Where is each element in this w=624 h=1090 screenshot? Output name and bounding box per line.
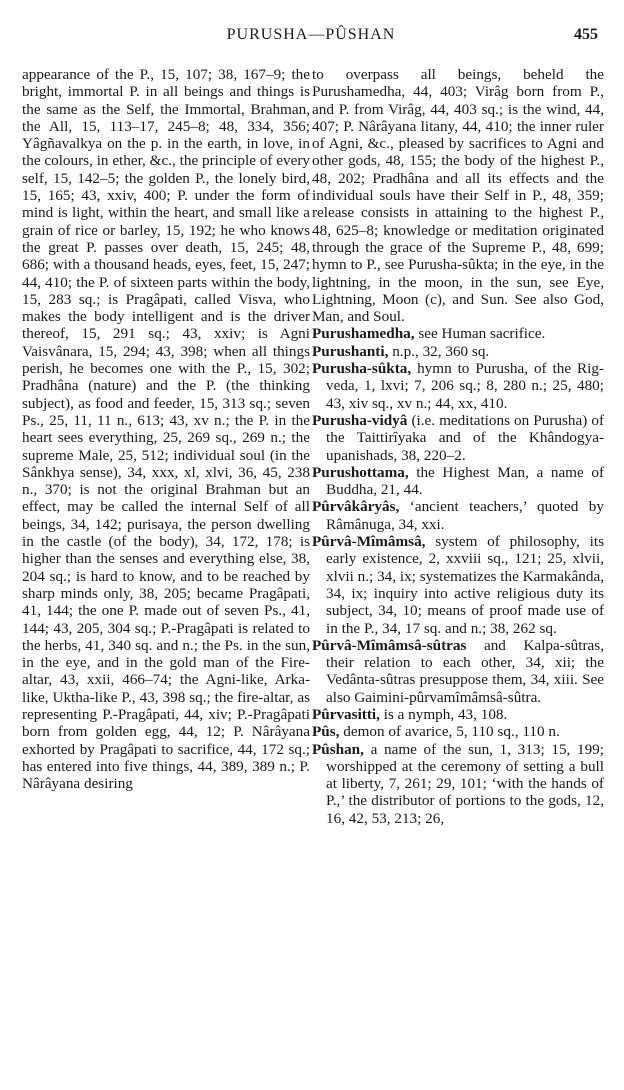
entry-headword: Purushottama, (312, 463, 409, 481)
page-number: 455 (574, 26, 598, 43)
index-entry (312, 464, 604, 499)
entry-headword: Pûrvâkâryâs, (312, 498, 400, 516)
entry-text: ‘ancient teachers,’ quoted by Râmânuga, 34, xxi. (326, 498, 604, 533)
entry-text: n.p., 32, 360 sq. (388, 342, 490, 360)
entry-continuation-text: to overpass all beings, beheld the Purushamedha, 44, 403; Virâg born from P., and P. from Virâg, 44, 403 sq.; is the wind, 44, 407; P. Nârâyana litany, 44, 410; the inner ruler of Agni, &c., pleased by sacrifices to Agni and other gods, 48, 155; the body of the highest P., 48, 202; Pradhâna and all its effects and the individual souls have their Self in P., 48, 359; release consists in attaining to the highest P., 48, 625–8; knowledge or meditation originated through the grace of the Supreme P., 48, 699; hymn to P., see Purusha-sûkta; in the eye, in the lightning, in the moon, in the sun, see Eye, Lightning, Moon (c), and Sun. See also God, Man, and Soul. (312, 66, 604, 326)
entry-headword: Pûs, (312, 723, 340, 741)
index-entry (312, 706, 604, 723)
entry-text: system of philosophy, its early existence, 2, xxviii sq., 121; 25, xlvii, xlvii n.; 34, ix; systematizes the Karmakânda, 34, ix; inquiry into active religious duty its subject, 34, 10; means of proof made use of in the P., 34, 17 sq. and n.; 38, 262 sq. (326, 533, 604, 637)
running-title: PURUSHA—PÛSHAN (226, 26, 396, 43)
entry-headword: Pûshan, (312, 740, 364, 758)
index-entry (312, 412, 604, 464)
left-column (22, 66, 310, 792)
entry-headword: Purusha-sûkta, (312, 360, 412, 378)
entry-text: and Kalpa-sûtras, their relation to each other, 34, xii; the Vedânta-sûtras presuppose them, 34, xiii. See also Gaimini-pûrvamîmâmsâ-sûtra. (326, 636, 604, 706)
entry-continuation-text: appearance of the P., 15, 107; 38, 167–9; the bright, immortal P. in all beings and things is the same as the Self, the Immortal, Brahman, the All, 15, 113–17, 245–8; 48, 334, 356; Yâgñavalkya on the p. in the earth, in love, in the colours, in ether, &c., the principle of every self, 15, 142–5; the golden P., the lonely bird, 15, 165; 43, xxiv, 400; P. under the form of mind is light, within the heart, and small like a grain of rice or barley, 15, 192; he who knows the great P. passes over death, 15, 245; 48, 686; with a thousand heads, eyes, feet, 15, 247; 44, 410; the P. of sixteen parts within the body, 15, 283 sq.; is Pragâpati, called Visva, who makes the body intelligent and is the driver thereof, 15, 291 sq.; 43, xxiv; is Agni Vaisvânara, 15, 294; 43, 398; when all things perish, he becomes one with the P., 15, 302; Pradhâna (nature) and the P. (the thinking subject), as food and feeder, 15, 313 sq.; seven Ps., 25, 11, 11 n., 613; 43, xv n.; the P. in the heart sees everything, 25, 269 sq., 269 n.; the supreme Male, 25, 512; individual soul (in the Sânkhya sense), 34, xxx, xl, xlvi, 36, 45, 238 n., 370; is not the original Brahman but an effect, may be called the internal Self of all beings, 34, 142; purisaya, the person dwelling in the castle (of the body), 34, 172, 178; is higher than the senses and everything else, 38, 204 sq.; is hard to know, and to be reached by sharp minds only, 38, 205; became Pragâpati, 41, 144; the one P. made out of seven Ps., 41, 144; 43, 205, 304 sq.; P.-Pragâpati is related to the herbs, 41, 340 sq. and n.; the Ps. in the sun, in the eye, and in the gold man of the Fire-altar, 43, xxii, 466–74; the Agni-like, Arka-like, Uktha-like P., 43, 398 sq.; the fire-altar, as representing P.-Pragâpati, 44, xiv; P.-Pragâpati born from golden egg, 44, 12; P. Nârâyana exhorted by Pragâpati to sacrifice, 44, 172 sq.; has entered into five things, 44, 389, 389 n.; P. Nârâyana desiring (22, 66, 310, 793)
index-entry (312, 533, 604, 637)
index-entry (312, 741, 604, 827)
entry-headword: Pûrvâ-Mîmâmsâ, (312, 533, 426, 551)
index-entry (312, 723, 604, 740)
entry-text: a name of the sun, 1, 313; 15, 199; worshipped at the ceremony of setting a bull at liberty, 7, 261; 29, 101; ‘with the hands of P.,’ the distributor of portions to the gods, 12, 16, 42, 53, 213; 26, (326, 740, 604, 827)
index-entry (312, 325, 604, 342)
entry-headword: Pûrvâ-Mîmâmsâ-sûtras (312, 636, 467, 654)
entry-text: is a nymph, 43, 108. (379, 705, 508, 723)
index-entry (312, 360, 604, 412)
index-entry (312, 343, 604, 360)
index-entry (312, 637, 604, 706)
right-column (312, 66, 604, 827)
entry-text: see Human sacrifice. (414, 325, 546, 343)
index-entry (312, 498, 604, 533)
entry-text: the Highest Man, a name of Buddha, 21, 44. (326, 463, 604, 499)
entry-text: hymn to Purusha, of the Rig-veda, 1, lxvi; 7, 206 sq.; 8, 280 n.; 25, 480; 43, xiv sq., xv n.; 44, xx, 410. (326, 360, 604, 412)
page-header (24, 26, 598, 52)
entry-text: (i.e. meditations on Purusha) of the Taittirîyaka and of the Khândogya-upanishads, 38, 220–2. (326, 411, 604, 464)
entry-headword: Purushamedha, (312, 325, 415, 343)
entry-headword: Pûrvasitti, (312, 705, 380, 723)
entry-headword: Purushanti, (312, 342, 389, 360)
entry-headword: Purusha-vidyâ (312, 411, 408, 429)
entry-text: demon of avarice, 5, 110 sq., 110 n. (339, 723, 560, 741)
